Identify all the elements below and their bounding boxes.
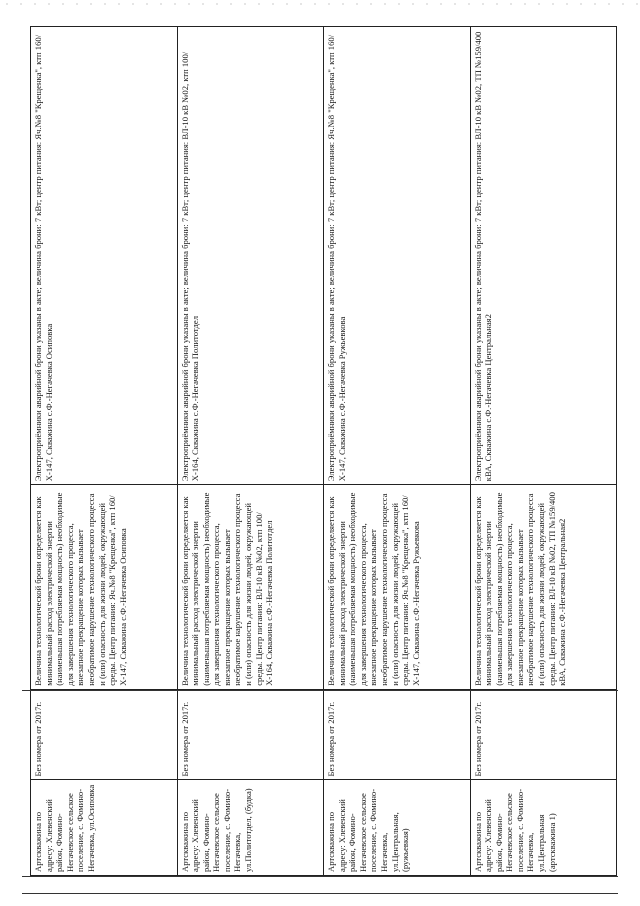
table-rule — [22, 690, 618, 691]
emergency-cell: Электроприёмники аварийной брони указаны в акте; величина брони: 7 кВт; центр питания: Яч.№8 "Крещенка", ктп 160/Х-147, Скважина с.Ф.-Негачевка Ружьевкова — [324, 27, 471, 485]
technological-cell: Величина технологической брони определяется как минимальный расход электрической энергии (наименьшая потребляемая мощность) необходимые для завершения технологического процесса, внезапное прекращение которых вызывает необратимое нарушение технологического процесса и (или) опасность для жизни людей, окружающей среды. Центр питания: ВЛ-10 кВ №02, ТП №159/400 кВА, Скважина с.Ф.-Негачевка Центральная2 — [470, 485, 617, 690]
registration-cell: Без номера от 2017г. — [324, 689, 471, 780]
object-cell: Артскважина по адресу: Хлевенский район, Фомино-Негачевское сельское поселение, с. Фомино-Негачевка, ул.Осиповка — [31, 780, 178, 876]
table-row — [324, 27, 471, 876]
technological-cell: Величина технологической брони определяется как минимальный расход электрической энергии (наименьшая потребляемая мощность) необходимые для завершения технологического процесса, внезапное прекращение которых вызывает необратимое нарушение технологического процесса и (или) опасность для жизни людей, окружающей среды. Центр питания: Яч.№8 "Крещенка", ктп 160/Х-147, Скважина с.Ф.-Негачевка Осиповка — [31, 485, 178, 690]
table-row — [177, 27, 324, 876]
emergency-cell: Электроприёмники аварийной брони указаны в акте; величина брони: 7 кВт; центр питания: Яч.№8 "Крещенка", ктп 160/Х-147, Скважина с.Ф.-Негачевка Осиповка — [31, 27, 178, 485]
reservation-table — [30, 26, 617, 876]
object-cell: Артскважина по адресу: Хлевенский район, Фомино-Негачевское сельское поселение, с. Фомино-Негачевка, ул.Политотдел, (будка) — [177, 780, 324, 876]
emergency-cell: Электроприёмники аварийной брони указаны в акте; величина брони: 7 кВт; центр питания: ВЛ-10 кВ №02, ТП №159/400 кВА, Скважина с.Ф.-Негачевка Центральная2 — [470, 27, 617, 485]
table-rule — [22, 876, 618, 877]
object-cell: Артскважина по адресу: Хлевенский район, Фомино-Негачевское сельское поселение, с. Фомино-Негачевка, ул.Центральная, (ружьевкая) — [324, 780, 471, 876]
table-row — [470, 27, 617, 876]
rotated-table-page — [30, 26, 616, 876]
registration-cell: Без номера от 2017г. — [31, 689, 178, 780]
object-cell: Артскважина по адресу: Хлевенский район, Фомино-Негачевское сельское поселение, с. Фомино-Негачевка, ул.Центральная (артскважина 1) — [470, 780, 617, 876]
emergency-cell: Электроприёмники аварийной брони указаны в акте; величина брони: 7 кВт; центр питания: ВЛ-10 кВ №02, ктп 100/Х-164, Скважина с.Ф.-Негачевка Политотдел — [177, 27, 324, 485]
table-row — [31, 27, 178, 876]
registration-cell: Без номера от 2017г. — [470, 689, 617, 780]
technological-cell: Величина технологической брони определяется как минимальный расход электрической энергии (наименьшая потребляемая мощность) необходимые для завершения технологического процесса, внезапное прекращение которых вызывает необратимое нарушение технологического процесса и (или) опасность для жизни людей, окружающей среды. Центр питания: ВЛ-10 кВ №02, ктп 100/Х-164, Скважина с.Ф.-Негачевка Политотдел — [177, 485, 324, 690]
table-rule — [22, 893, 618, 894]
registration-cell: Без номера от 2017г. — [177, 689, 324, 780]
scan-noise — [0, 3, 640, 5]
technological-cell: Величина технологической брони определяется как минимальный расход электрической энергии (наименьшая потребляемая мощность) необходимые для завершения технологического процесса, внезапное прекращение которых вызывает необратимое нарушение технологического процесса и (или) опасность для жизни людей, окружающей среды. Центр питания: Яч.№8 "Крещенка", ктп 160/Х-147, Скважина с.Ф.-Негачевка Ружьевкова — [324, 485, 471, 690]
